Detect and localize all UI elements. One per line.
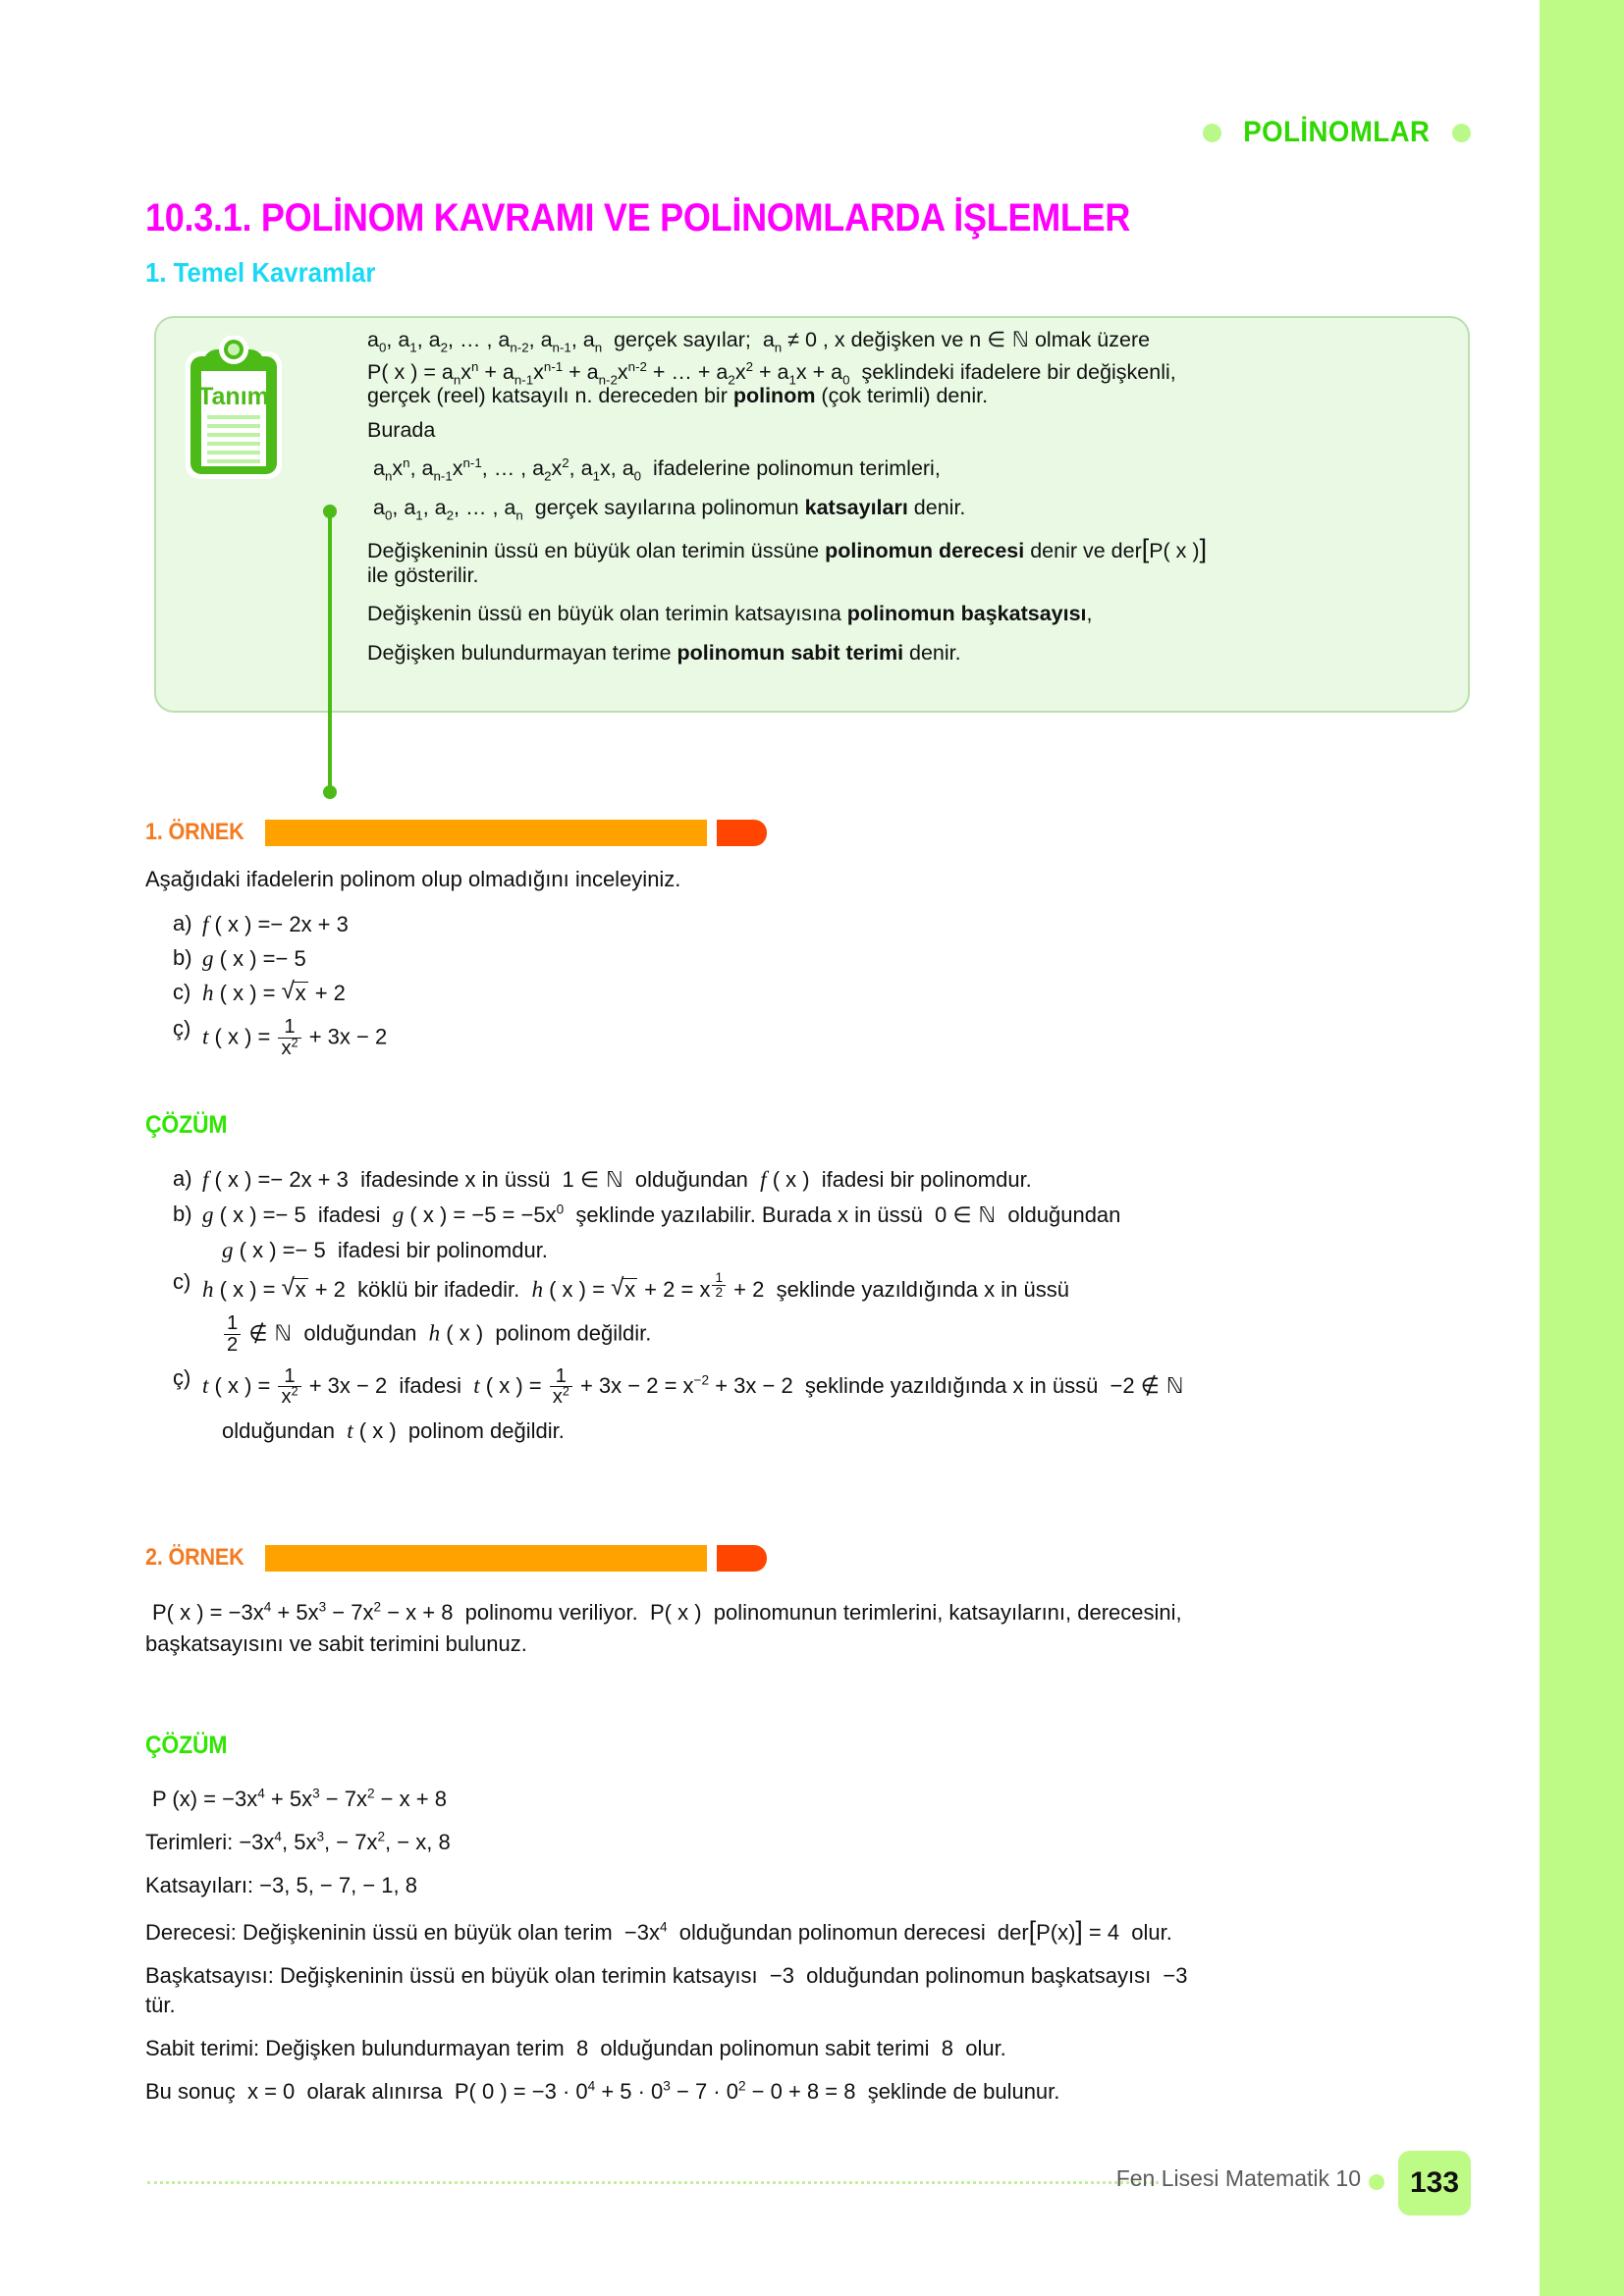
banner-bar-orange bbox=[265, 820, 707, 846]
item-body: h ( x ) = √ x + 2 bbox=[202, 982, 1449, 1004]
section-title: 10.3.1. POLİNOM KAVRAMI VE POLİNOMLARDA İŞLEMLER bbox=[145, 196, 1131, 240]
footer-book-title: Fen Lisesi Matematik 10 bbox=[1115, 2165, 1361, 2191]
item-marker: c) bbox=[173, 1269, 191, 1295]
chapter-header bbox=[1203, 116, 1471, 149]
list-item bbox=[173, 1364, 1459, 1444]
footer-bullet-dot-icon bbox=[1369, 2174, 1384, 2190]
definition-box bbox=[154, 316, 1470, 713]
banner-bar-red bbox=[717, 820, 767, 846]
solution-line-check: Bu sonuç x = 0 olarak alınırsa P( 0 ) = $-3 \cdot 0^4 + 5 \cdot 0^3 - 7 \cdot 0^2 - 0 + 8 = 8$ şeklinde de bulunur. bbox=[145, 2079, 1060, 2105]
definition-line-1: $a_0$, $a_1$, $a_2$, … , $a_{n-2}$, $a_{n-1}$, $a_n$ gerçek sayılar; $a_n \ne 0$ , x değişken ve n ∈ ℕ olmak üzere bbox=[367, 328, 1151, 355]
definition-line-2: P( x ) = $a_nx^n + a_{n-1}x^{n-1} + a_{n-2}x^{n-2}$ + … + $a_2x^2 + a_1x + a_0$ şeklindeki ifadelere bir değişkenli, bbox=[367, 358, 1176, 387]
clipboard-tanim-icon bbox=[180, 336, 288, 483]
solution-line-degree: Derecesi: Değişkeninin üssü en büyük olan terim $-3x^4$ olduğundan polinomun derecesi der[P(x)] = 4 olur. bbox=[145, 1916, 1172, 1946]
item-body: f ( x ) =− 2x + 3 ifadesinde x in üssü 1 ∈ ℕ olduğundan f ( x ) ifadesi bir polinomdur. bbox=[202, 1166, 1032, 1193]
list-item bbox=[173, 947, 1449, 970]
bullet-dot-icon bbox=[1452, 124, 1471, 142]
item-body: t ( x ) = $\frac{1}{x^2}$ + 3x − 2 bbox=[202, 1016, 388, 1059]
item-body: h ( x ) = √ x + 2 köklü bir ifadedir. h ( x ) = √ x + 2 = x $^{\frac{1}{2}}$ + 2 şeklinde yazıldığında x in üssü $\frac{1}{2}$ ∉ ℕ olduğundan h ( x ) polinom değildir. bbox=[202, 1271, 1459, 1356]
solution-line-terms: Terimleri: $-3x^4$, $5x^3$, − $7x^2$, − x, 8 bbox=[145, 1829, 451, 1854]
item-marker: a) bbox=[173, 911, 192, 935]
chapter-title: POLİNOMLAR bbox=[1243, 116, 1431, 148]
definition-item-5: Değişken bulundurmayan terime polinomun sabit terimi denir. bbox=[367, 640, 961, 665]
definition-item-4: Değişkenin üssü en büyük olan terimin katsayısına polinomun başkatsayısı, bbox=[367, 602, 1093, 626]
solution-line-p: P $(x) = -3x^4 + 5x^3 - 7x^2 - x + 8$ bbox=[152, 1786, 447, 1811]
list-item bbox=[173, 913, 1449, 935]
item-marker: a) bbox=[173, 1166, 192, 1191]
page-number-badge bbox=[1398, 2151, 1471, 2216]
example-2-prompt bbox=[145, 1599, 1468, 1665]
list-item bbox=[173, 1018, 1449, 1058]
example-1-solutions bbox=[173, 1168, 1459, 1454]
right-edge-accent-bar bbox=[1540, 0, 1624, 2296]
item-body: g ( x ) =− 5 bbox=[202, 945, 306, 972]
list-item bbox=[173, 1271, 1459, 1356]
example-2-prompt-line-1: P( x ) = $-3x^4 + 5x^3 - 7x^2 - x + 8$ polinomu veriliyor. P( x ) polinomunun terimlerini, katsayılarını, derecesini, bbox=[152, 1599, 1182, 1625]
footer-dotted-rule bbox=[147, 2181, 1159, 2184]
list-item bbox=[173, 1203, 1459, 1261]
item-body: t ( x ) = $\frac{1}{x^2}$ + 3x − 2 ifadesi t ( x ) = $\frac{1}{x^2}$ + $3x - 2 = x^{-2} + 3x - 2$ şeklinde yazıldığında x in üssü −2 ∉ ℕ olduğundan t ( x ) polinom değildir. bbox=[202, 1364, 1184, 1444]
page-number: 133 bbox=[1409, 2166, 1460, 2199]
subsection-title: 1. Temel Kavramlar bbox=[145, 257, 376, 288]
definition-line-2b: gerçek (reel) katsayılı n. dereceden bir polinom (çok terimli) denir. bbox=[367, 384, 989, 407]
item-marker: c) bbox=[173, 980, 191, 1005]
solution-line-constant: Sabit terimi: Değişken bulundurmayan terim 8 olduğundan polinomun sabit terimi 8 olur. bbox=[145, 2036, 1006, 2061]
item-marker: ç) bbox=[173, 1016, 191, 1041]
banner-bar-red bbox=[717, 1545, 767, 1572]
example-2-banner bbox=[145, 1542, 767, 1574]
solution-line-coefficients: Katsayıları: −3, 5, − 7, − 1, 8 bbox=[145, 1873, 417, 1897]
item-marker: ç) bbox=[173, 1364, 191, 1390]
solution-line-leading: Başkatsayısı: Değişkeninin üssü en büyük olan terimin katsayısı −3 olduğundan polinomun başkatsayısı −3 bbox=[145, 1963, 1188, 1989]
definition-item-3b: ile gösterilir. bbox=[367, 562, 479, 587]
page-footer bbox=[147, 2156, 1471, 2211]
definition-bracket bbox=[323, 505, 337, 799]
definition-item-3: Değişkeninin üssü en büyük olan terimin üssüne polinomun derecesi denir ve der[P( x )] bbox=[367, 534, 1208, 563]
svg-text:Tanım: Tanım bbox=[198, 383, 269, 410]
bullet-dot-icon bbox=[1203, 124, 1221, 142]
example-1-label: 1. ÖRNEK bbox=[145, 819, 244, 845]
example-2-solution-label: ÇÖZÜM bbox=[145, 1732, 228, 1759]
banner-bar-orange bbox=[265, 1545, 707, 1572]
bracket-dot-icon bbox=[323, 785, 337, 799]
example-2-prompt-line-2: başkatsayısını ve sabit terimini bulunuz. bbox=[145, 1631, 527, 1656]
definition-item-1: $a_nx^n$, $a_{n-1}x^{n-1}$, … , $a_2x^2$, $a_1x$, $a_0$ ifadelerine polinomun terimleri, bbox=[373, 454, 941, 484]
list-item bbox=[173, 982, 1449, 1004]
example-1-items bbox=[173, 913, 1449, 1071]
example-2-label: 2. ÖRNEK bbox=[145, 1544, 244, 1571]
item-marker: b) bbox=[173, 945, 192, 971]
item-body: f ( x ) =− 2x + 3 bbox=[202, 911, 349, 936]
bracket-line bbox=[328, 510, 332, 793]
example-1-banner bbox=[145, 817, 767, 848]
definition-line-3: Burada bbox=[367, 417, 436, 442]
definition-item-2: $a_0$, $a_1$, $a_2$, … , $a_n$ gerçek sayılarına polinomun katsayıları denir. bbox=[373, 495, 966, 522]
solution-line-leading-cont: tür. bbox=[145, 1993, 176, 2018]
item-body: g ( x ) =− 5 ifadesi g ( x ) = $-5 = -5x^0$ şeklinde yazılabilir. Burada x in üssü 0 ∈ ℕ olduğundan g ( x ) =− 5 ifadesi bir polinomdur. bbox=[202, 1201, 1121, 1262]
list-item bbox=[173, 1168, 1459, 1192]
example-2-solution bbox=[145, 1786, 1478, 2105]
example-1-solution-label: ÇÖZÜM bbox=[145, 1111, 228, 1139]
example-1-prompt: Aşağıdaki ifadelerin polinom olup olmadığını inceleyiniz. bbox=[145, 867, 681, 891]
definition-text bbox=[367, 330, 1457, 670]
item-marker: b) bbox=[173, 1201, 192, 1226]
